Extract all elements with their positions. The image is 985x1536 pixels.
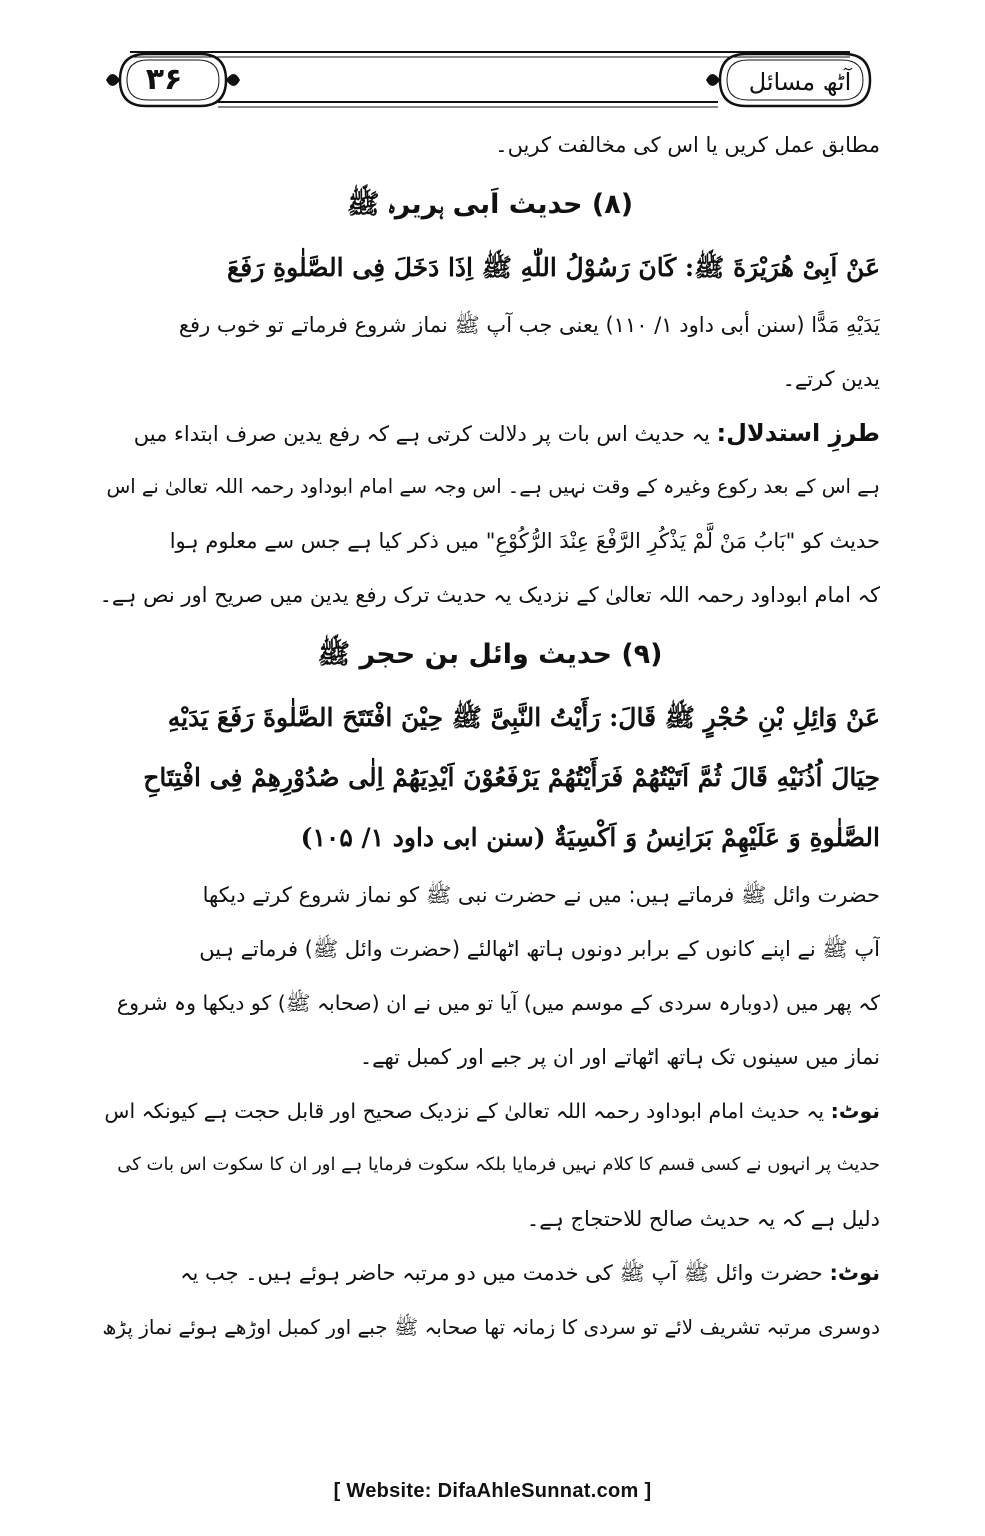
text-line: نماز میں سینوں تک ہاتھ اٹھاتے اور ان پر جبے اور کمبل تھے۔: [359, 1045, 880, 1069]
argument-label: طرزِ استدلال:: [716, 419, 880, 447]
note-paragraph-start: [100, 1084, 880, 1138]
text-line: ہے اس کے بعد رکوع وغیرہ کے وقت نہیں ہے۔ اس وجہ سے امام ابوداود رحمہ اللہ تعالیٰ نے اس: [106, 475, 880, 498]
note-paragraph-start: [100, 1246, 880, 1300]
page-number: ۳۶: [145, 62, 183, 97]
arabic-hadith-line: حِیَالَ اُذُنَیْهِ قَالَ ثُمَّ اَتَیْتُهُمْ فَرَأَیْتُهُمْ یَرْفَعُوْنَ اَیْدِیَهُمْ اِلٰی صُدُوْرِهِمْ فِی افْتِتَاحِ: [143, 763, 880, 792]
text-line: حدیث کو "بَابُ مَنْ لَّمْ یَذْكُرِ الرَّفْعَ عِنْدَ الرُّكُوْعِ" میں ذکر کیا ہے جس سے معلوم ہوا: [169, 529, 880, 553]
text-line: کہ پھر میں (دوبارہ سردی کے موسم میں) آیا تو میں نے ان (صحابہ ﷺ) کو دیکھا وہ شروع: [116, 991, 880, 1015]
arabic-hadith-line: عَنْ وَائِلِ بْنِ حُجْرٍ ﷺ قَالَ: رَأَیْتُ النَّبِیَّ ﷺ حِیْنَ افْتَتَحَ الصَّلٰوةَ رَفَعَ یَدَیْهِ: [167, 703, 880, 732]
website-footer: [ Website: DifaAhleSunnat.com ]: [333, 1480, 652, 1502]
section-heading-hadith-9: (۹) حدیث وائل بن حجر ﷺ: [317, 639, 663, 670]
note-text: یہ حدیث امام ابوداود رحمہ اللہ تعالیٰ کے نزدیک صحیح اور قابل حجت ہے کیونکہ اس: [104, 1099, 831, 1123]
argument-paragraph-start: [100, 406, 880, 460]
note-text: حضرت وائل ﷺ آپ ﷺ کی خدمت میں دو مرتبہ حاضر ہوئے ہیں۔ جب یہ: [180, 1261, 830, 1285]
text-line: دوسری مرتبہ تشریف لائے تو سردی کا زمانہ تھا صحابہ ﷺ جبے اور کمبل اوڑھے ہوئے نماز پڑھ: [102, 1315, 880, 1339]
arabic-hadith-line: عَنْ اَبِیْ هُرَیْرَةَ ﷺ: كَانَ رَسُوْلُ اللّٰهِ ﷺ اِذَا دَخَلَ فِی الصَّلٰوةِ رَفَعَ: [226, 253, 880, 282]
note-label: نوٹ:: [830, 1099, 880, 1123]
page-header: [100, 40, 880, 120]
text-line: کہ امام ابوداود رحمہ اللہ تعالیٰ کے نزدیک یہ حدیث ترک رفع یدین میں صریح اور نص ہے۔: [100, 583, 880, 607]
text-line: یدین کرتے۔: [782, 367, 880, 391]
book-title: آٹھ مسائل: [748, 68, 852, 96]
text-line: مطابق عمل کریں یا اس کی مخالفت کریں۔: [495, 133, 880, 157]
arabic-hadith-line: الصَّلٰوةِ وَ عَلَیْهِمْ بَرَانِسُ وَ اَكْسِیَةٌ (سنن ابی داود ۱/ ۱۰۵): [300, 823, 880, 852]
text-line: آپ ﷺ نے اپنے کانوں کے برابر دونوں ہاتھ اٹھالئے (حضرت وائل ﷺ) فرماتے ہیں: [199, 937, 880, 961]
text-line: یَدَیْهِ مَدًّا (سنن أبی داود ۱/ ۱۱۰) یعنی جب آپ ﷺ نماز شروع فرماتے تو خوب رفع: [178, 313, 880, 337]
note-label: نوٹ:: [829, 1261, 880, 1285]
text-line: حدیث پر انہوں نے کسی قسم کا کلام نہیں فرمایا بلکہ سکوت فرمایا ہے اور ان کا سکوت اس بات کی: [117, 1154, 880, 1175]
argument-text: یہ حدیث اس بات پر دلالت کرتی ہے کہ رفع یدین صرف ابتداء میں: [133, 422, 717, 446]
text-line: حضرت وائل ﷺ فرماتے ہیں: میں نے حضرت نبی ﷺ کو نماز شروع کرتے دیکھا: [202, 883, 880, 907]
section-heading-hadith-8: (۸) حدیث اَبی ہریرہ ﷺ: [346, 189, 634, 220]
text-line: دلیل ہے کہ یہ حدیث صالح للاحتجاج ہے۔: [526, 1207, 880, 1231]
page-body: [100, 118, 880, 1354]
